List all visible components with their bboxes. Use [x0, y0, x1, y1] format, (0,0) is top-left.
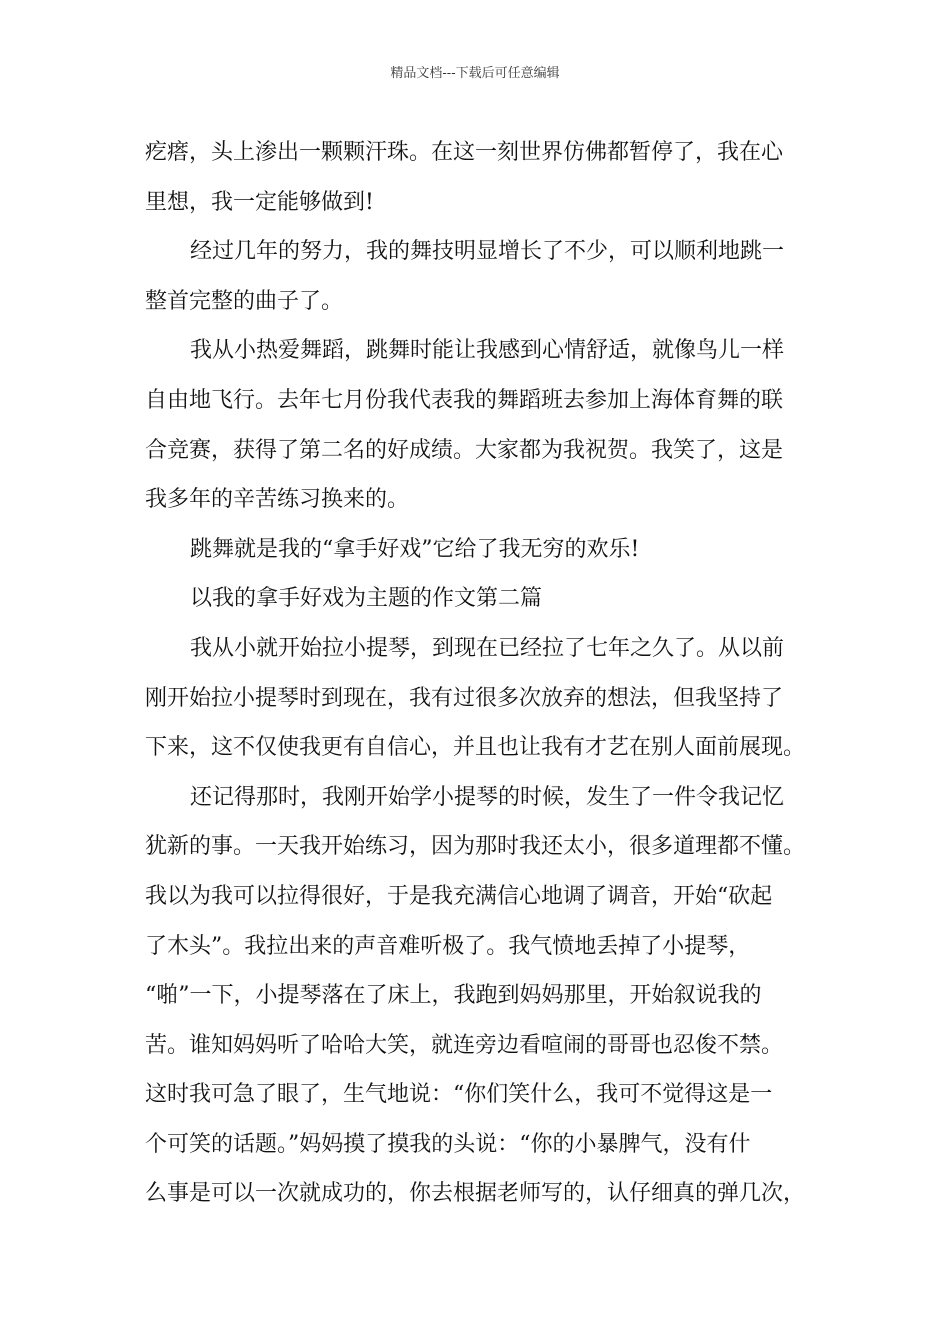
text-line: 犹新的事。一天我开始练习，因为那时我还太小，很多道理都不懂。: [145, 834, 806, 860]
text-line: 跳舞就是我的“拿手好戏”它给了我无穷的欢乐!: [190, 536, 640, 562]
text-line: 合竞赛，获得了第二名的好成绩。大家都为我祝贺。我笑了，这是: [145, 437, 784, 463]
document-body: [145, 128, 815, 1219]
text-line: 这时我可急了眼了，生气地说：“你们笑什么，我可不觉得这是一: [145, 1082, 773, 1108]
text-line: 个可笑的话题。”妈妈摸了摸我的头说：“你的小暴脾气，没有什: [145, 1131, 751, 1157]
text-line: 下来，这不仅使我更有自信心，并且也让我有才艺在别人面前展现。: [145, 735, 806, 761]
text-line: 了木头”。我拉出来的声音难听极了。我气愤地丢掉了小提琴，: [145, 933, 751, 959]
text-line: 经过几年的努力，我的舞技明显增长了不少，可以顺利地跳一: [190, 239, 785, 265]
text-line: 我以为我可以拉得很好，于是我充满信心地调了调音，开始“砍起: [145, 883, 773, 909]
text-line: 里想，我一定能够做到!: [145, 189, 374, 215]
page-header: 精品文档---下载后可任意编辑: [390, 66, 560, 81]
text-line: 刚开始拉小提琴时到现在，我有过很多次放弃的想法，但我坚持了: [145, 685, 784, 711]
text-line: 还记得那时，我刚开始学小提琴的时候，发生了一件令我记忆: [190, 784, 785, 810]
text-line: 疙瘩，头上渗出一颗颗汗珠。在这一刻世界仿佛都暂停了，我在心: [145, 140, 784, 165]
text-line: 整首完整的曲子了。: [145, 288, 344, 314]
text-line: 我从小就开始拉小提琴，到现在已经拉了七年之久了。从以前: [190, 635, 785, 661]
text-line: 我从小热爱舞蹈，跳舞时能让我感到心情舒适，就像鸟儿一样: [190, 338, 785, 364]
text-line: “啪”一下，小提琴落在了床上，我跑到妈妈那里，开始叙说我的: [145, 983, 762, 1009]
text-line: 苦。谁知妈妈听了哈哈大笑，就连旁边看喧闹的哥哥也忍俊不禁。: [145, 1032, 784, 1058]
section-heading: 以我的拿手好戏为主题的作文第二篇: [190, 586, 543, 612]
text-line: 么事是可以一次就成功的，你去根据老师写的，认仔细真的弹几次，: [145, 1181, 806, 1207]
text-line: 我多年的辛苦练习换来的。: [145, 487, 410, 513]
text-line: 自由地飞行。去年七月份我代表我的舞蹈班去参加上海体育舞的联: [145, 387, 784, 413]
